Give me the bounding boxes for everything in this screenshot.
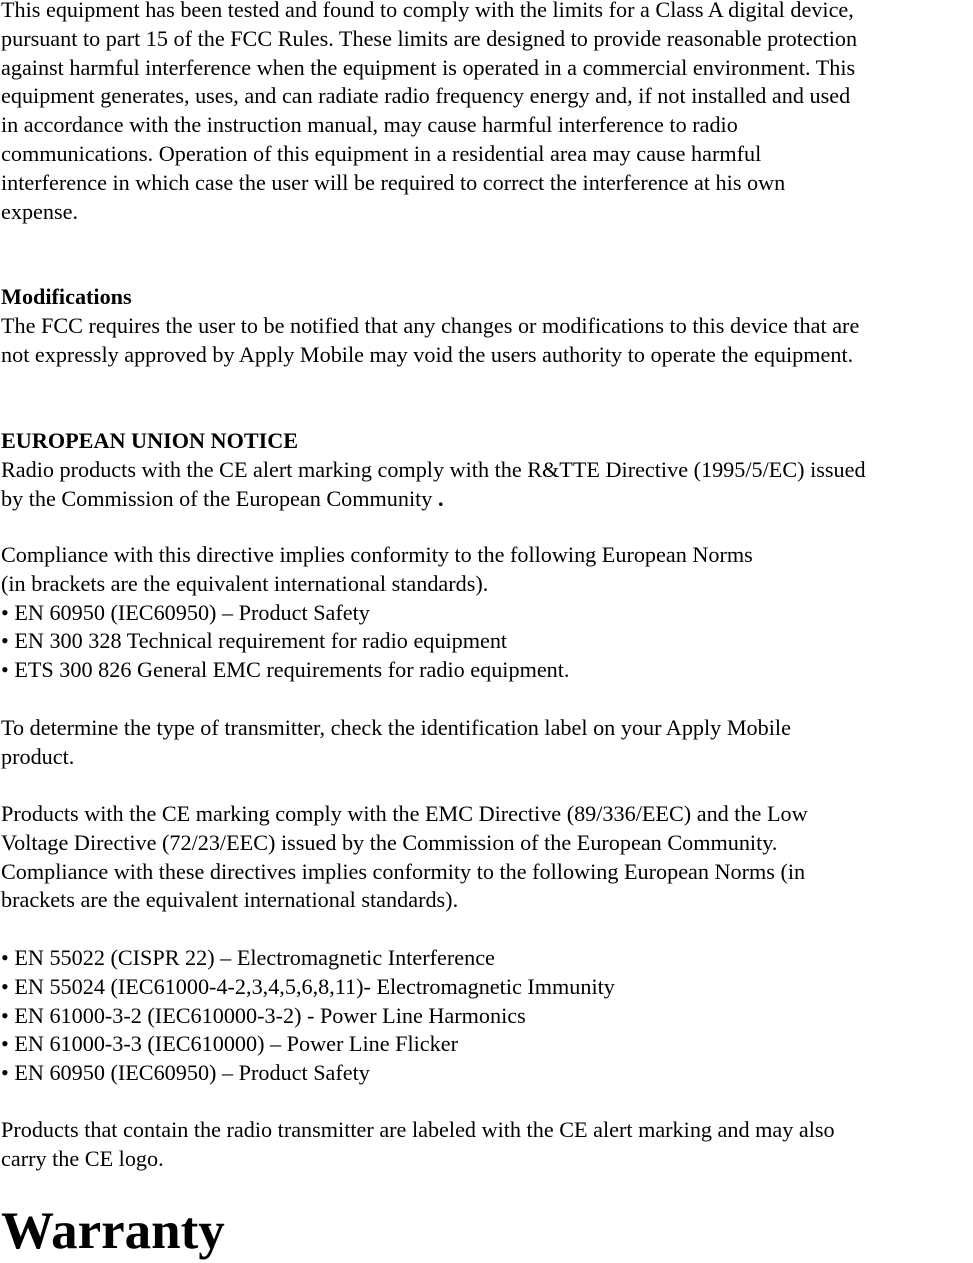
text-line: Products with the CE marking comply with the EMC Directive (89/336/EEC) and the Low: [1, 801, 808, 826]
text-line: This equipment has been tested and found to comply with the limits for a Class A digital device,: [1, 0, 854, 22]
text-line: communications. Operation of this equipment in a residential area may cause harmful: [1, 140, 762, 166]
text-line-end: .: [437, 485, 444, 511]
text-line: interference in which case the user will be required to correct the interference at his own: [1, 169, 786, 195]
text-line: (in brackets are the equivalent international standards).: [1, 570, 489, 596]
text-line: in accordance with the instruction manual, may cause harmful interference to radio: [1, 112, 738, 138]
list-item: • EN 55022 (CISPR 22) – Electromagnetic Interference: [1, 945, 495, 970]
list-item: • EN 55024 (IEC61000-4-2,3,4,5,6,8,11)- Electromagnetic Immunity: [1, 973, 615, 999]
text-line: The FCC requires the user to be notified that any changes or modifications to this device that are: [1, 312, 860, 338]
text-line: Compliance with this directive implies conformity to the following European Norms: [1, 542, 753, 567]
text-line: expense.: [1, 198, 79, 224]
fcc-compliance-paragraph: [1, 0, 857, 226]
list-item: • EN 60950 (IEC60950) – Product Safety: [1, 1060, 370, 1086]
ce-logo-paragraph: [1, 1116, 835, 1174]
text-line: product.: [1, 743, 75, 769]
warranty-heading: Warranty: [1, 1202, 225, 1260]
eu-notice-heading: EUROPEAN UNION NOTICE: [1, 428, 299, 453]
list-item: • EN 61000-3-3 (IEC610000) – Power Line Flicker: [1, 1031, 458, 1057]
text-line: To determine the type of transmitter, check the identification label on your Apply Mobile: [1, 715, 791, 740]
eu-notice-intro: [1, 427, 866, 513]
text-line: pursuant to part 15 of the FCC Rules. These limits are designed to provide reasonable protection: [1, 25, 858, 51]
text-line-part: by the Commission of the European Community: [1, 485, 438, 511]
list-item: • EN 60950 (IEC60950) – Product Safety: [1, 599, 370, 625]
modifications-heading: Modifications: [1, 284, 132, 309]
text-line: [1, 485, 866, 514]
emc-norms-list: [1, 944, 615, 1088]
ce-marking-paragraph: [1, 800, 808, 915]
text-line: Products that contain the radio transmitter are labeled with the CE alert marking and may also: [1, 1117, 835, 1142]
list-item: • EN 61000-3-2 (IEC610000-3-2) - Power Line Harmonics: [1, 1002, 526, 1028]
transmitter-paragraph: [1, 714, 791, 772]
text-line: equipment generates, uses, and can radiate radio frequency energy and, if not installed and used: [1, 83, 851, 109]
text-line: Radio products with the CE alert marking comply with the R&TTE Directive (1995/5/EC) issued: [1, 456, 866, 482]
text-line: not expressly approved by Apply Mobile may void the users authority to operate the equipment.: [1, 341, 854, 367]
radio-norms-section: [1, 541, 753, 685]
list-item: • ETS 300 826 General EMC requirements for radio equipment.: [1, 657, 570, 683]
text-line: against harmful interference when the equipment is operated in a commercial environment. This: [1, 54, 856, 80]
text-line: carry the CE logo.: [1, 1145, 164, 1171]
list-item: • EN 300 328 Technical requirement for radio equipment: [1, 628, 508, 654]
text-line: brackets are the equivalent international standards).: [1, 887, 459, 913]
text-line: Voltage Directive (72/23/EEC) issued by the Commission of the European Community.: [1, 829, 778, 855]
text-line: Compliance with these directives implies conformity to the following European Norms (in: [1, 858, 806, 884]
modifications-section: [1, 283, 859, 369]
